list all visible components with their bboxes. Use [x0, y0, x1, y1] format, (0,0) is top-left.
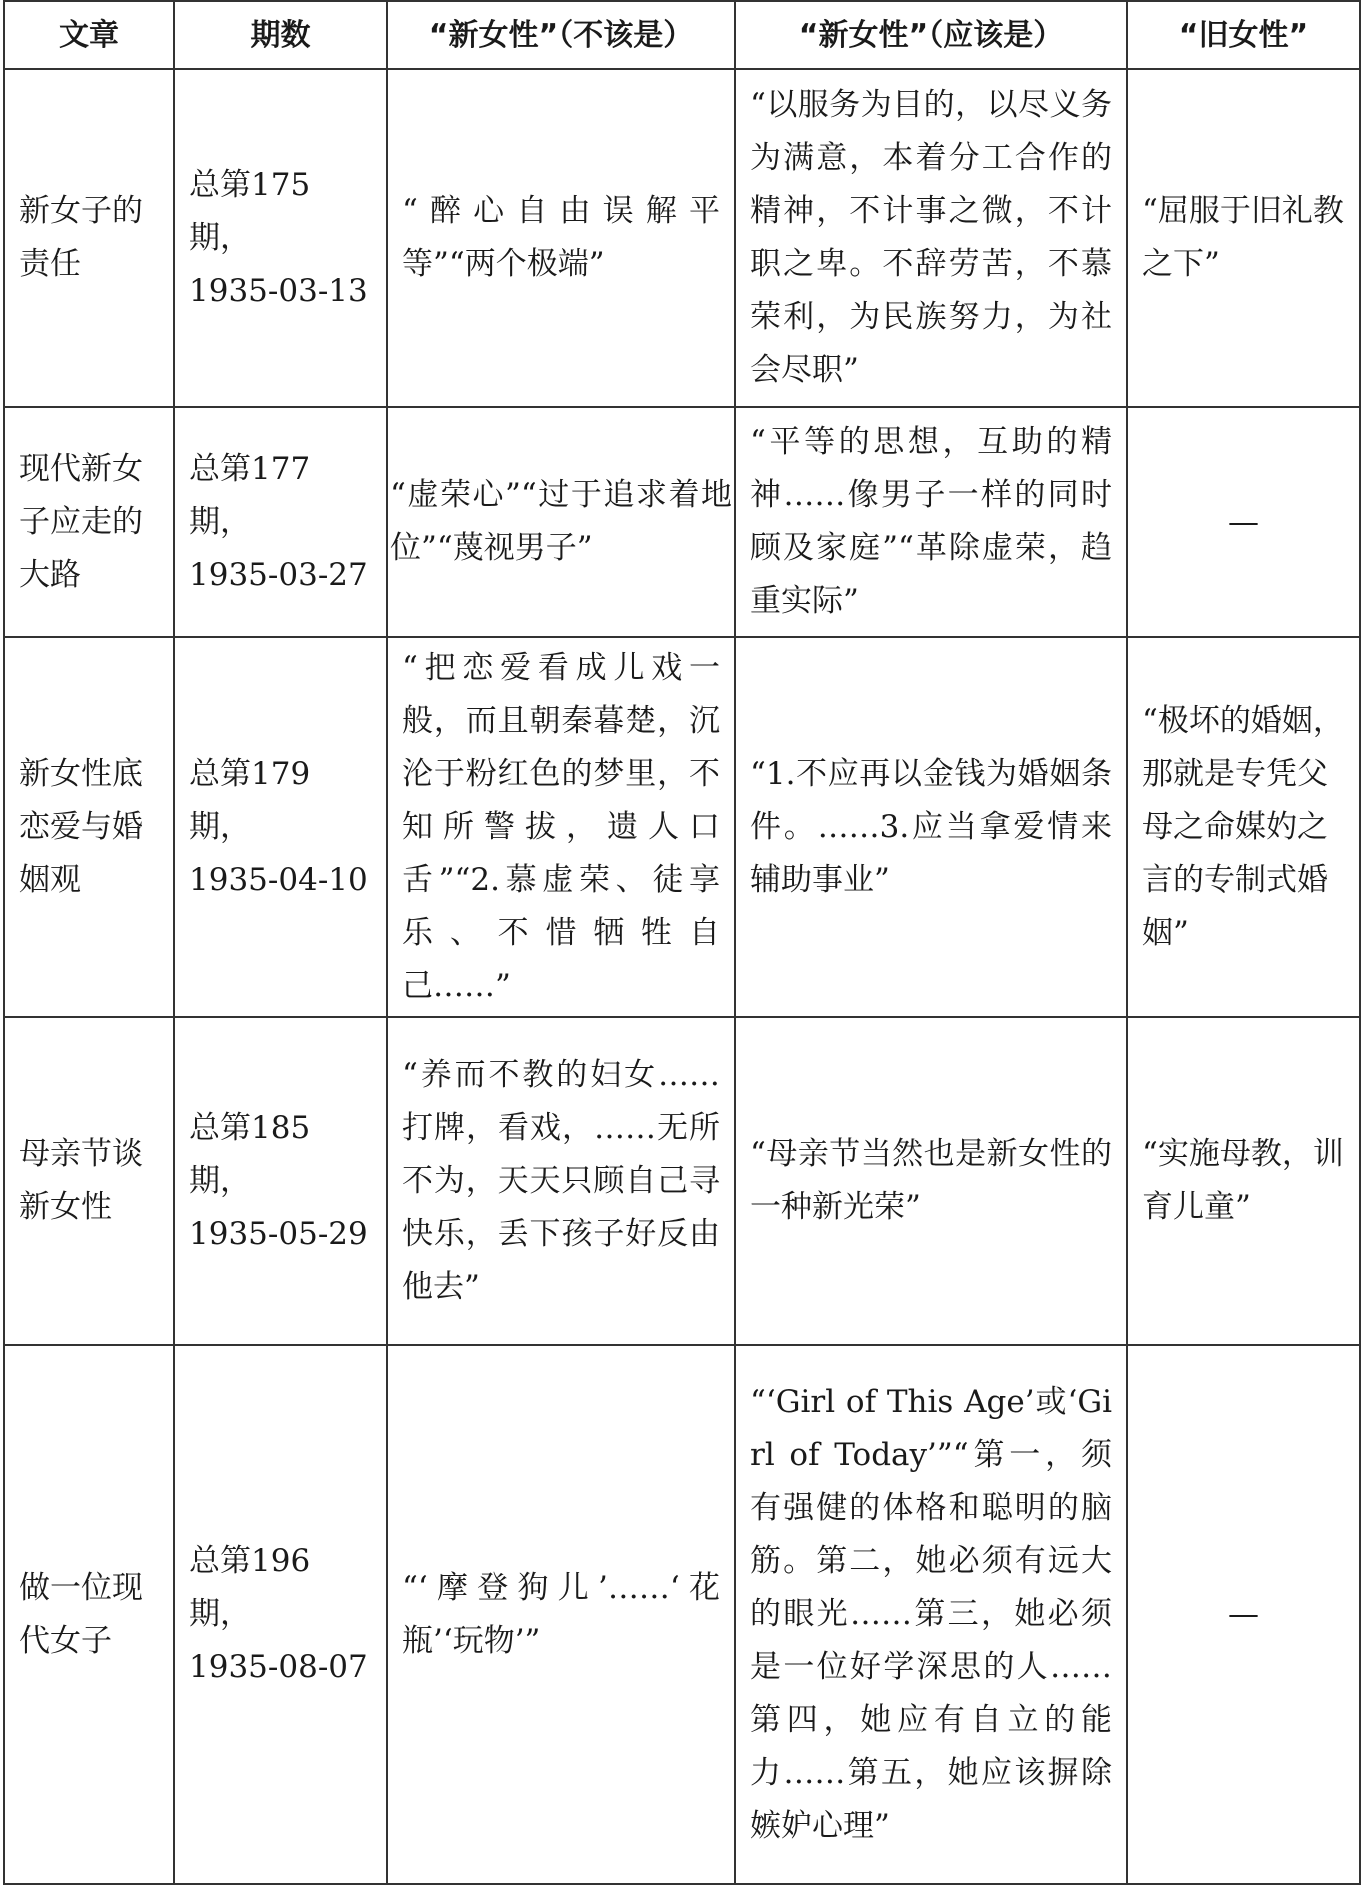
issue-cell — [174, 637, 387, 1017]
old-cell: — — [1127, 1345, 1360, 1884]
table-body — [4, 69, 1360, 1884]
header-article: 文章 — [4, 1, 174, 69]
comparison-table — [3, 0, 1361, 1885]
article-cell: 现代新女子应走的大路 — [4, 407, 174, 637]
issue-date: 1935-03-13 — [189, 272, 368, 309]
issue-date: 1935-08-07 — [189, 1649, 368, 1685]
old-cell: “屈服于旧礼教之下” — [1127, 69, 1360, 407]
should-cell: “母亲节当然也是新女性的一种新光荣” — [735, 1017, 1127, 1345]
should-cell: “平等的思想，互助的精神……像男子一样的同时顾及家庭”“革除虚荣，趋重实际” — [735, 407, 1127, 637]
issue-number: 总第185期， — [189, 1109, 311, 1199]
issue-number: 总第179期， — [189, 755, 311, 845]
should-cell: “以服务为目的，以尽义务为满意，本着分工合作的精神，不计事之微，不计职之卑。不辞劳苦，不慕荣利，为民族努力，为社会尽职” — [735, 69, 1127, 407]
table-row — [4, 69, 1360, 407]
article-cell: 做一位现代女子 — [4, 1345, 174, 1884]
not-cell: “把恋爱看成儿戏一般，而且朝秦暮楚，沉沦于粉红色的梦里，不知所警拔，遗人口舌”“2.慕虚荣、徒享乐、不惜牺牲自己……” — [387, 637, 735, 1017]
not-cell: “醉心自由误解平等”“两个极端” — [387, 69, 735, 407]
old-cell: — — [1127, 407, 1360, 637]
issue-cell — [174, 1345, 387, 1884]
issue-date: 1935-05-29 — [189, 1215, 368, 1252]
header-should: “新女性”（应该是） — [735, 1, 1127, 69]
issue-number: 总第196期， — [189, 1543, 311, 1632]
issue-number: 总第175期， — [189, 166, 311, 256]
table-row — [4, 1345, 1360, 1884]
issue-cell — [174, 1017, 387, 1345]
issue-date: 1935-04-10 — [189, 861, 368, 898]
header-issue: 期数 — [174, 1, 387, 69]
article-cell: 新女子的责任 — [4, 69, 174, 407]
header-not: “新女性”（不该是） — [387, 1, 735, 69]
table-row — [4, 637, 1360, 1017]
issue-cell — [174, 407, 387, 637]
should-cell: “1.不应再以金钱为婚姻条件。……3.应当拿爱情来辅助事业” — [735, 637, 1127, 1017]
table-row — [4, 407, 1360, 637]
old-cell: “极坏的婚姻，那就是专凭父母之命媒妁之言的专制式婚姻” — [1127, 637, 1360, 1017]
not-cell: “虚荣心”“过于追求着地位”“蔑视男子” — [387, 407, 735, 637]
not-cell: “‘摩登狗儿’……‘花瓶’‘玩物’” — [387, 1345, 735, 1884]
should-cell: “‘Girl of This Age’或‘Girl of Today’”“第一，须有强健的体格和聪明的脑筋。第二，她必须有远大的眼光……第三，她必须是一位好学深思的人……第四，她应有自立的能力……第五，她应该摒除嫉妒心理” — [735, 1345, 1127, 1884]
issue-cell — [174, 69, 387, 407]
table-row — [4, 1017, 1360, 1345]
header-old: “旧女性” — [1127, 1, 1360, 69]
table-header — [4, 1, 1360, 69]
article-cell: 新女性底恋爱与婚姻观 — [4, 637, 174, 1017]
issue-date: 1935-03-27 — [189, 556, 368, 593]
not-cell: “养而不教的妇女……打牌，看戏，……无所不为，天天只顾自己寻快乐，丢下孩子好反由他去” — [387, 1017, 735, 1345]
issue-number: 总第177期， — [189, 450, 311, 540]
header-row — [4, 1, 1360, 69]
old-cell: “实施母教，训育儿童” — [1127, 1017, 1360, 1345]
article-cell: 母亲节谈新女性 — [4, 1017, 174, 1345]
